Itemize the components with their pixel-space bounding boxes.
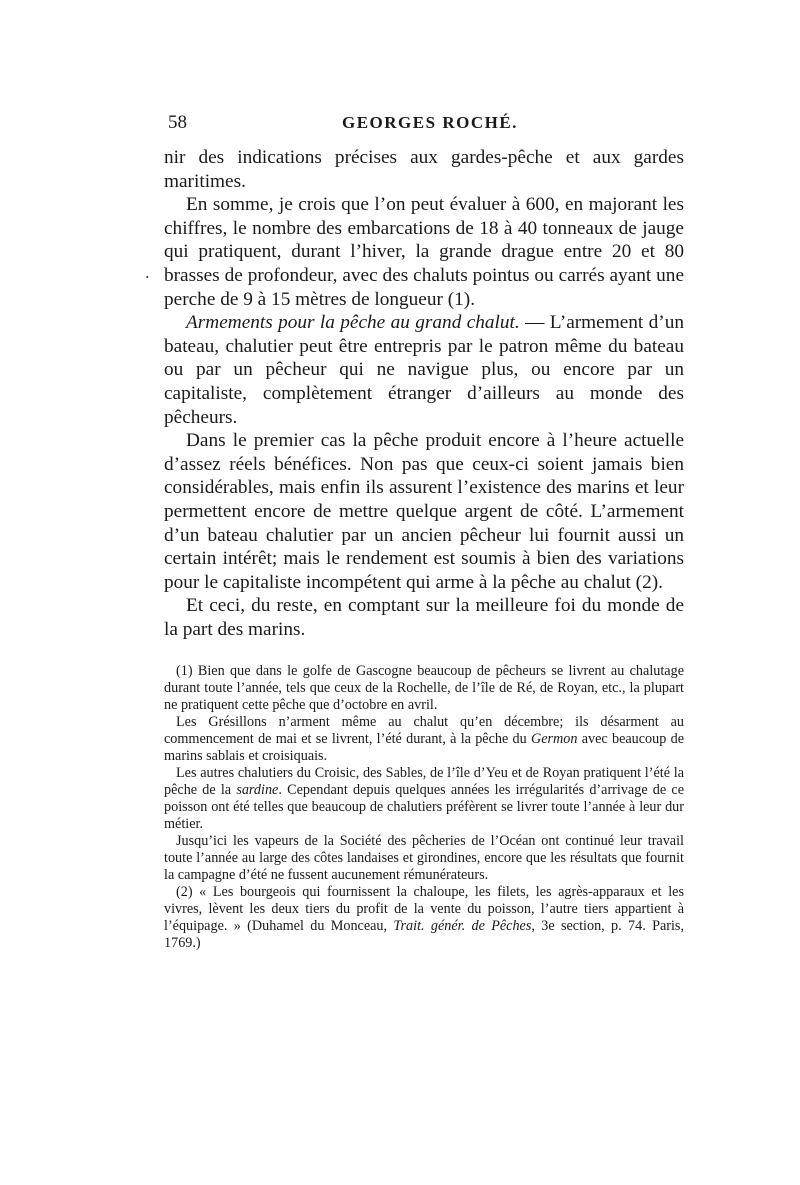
stray-mark: . bbox=[145, 262, 150, 282]
body-text bbox=[164, 146, 684, 641]
footnote-1: (1) Bien que dans le golfe de Gascogne beaucoup de pêcheurs se livrent au chalutage durant toute l’année, tels que ceux de la Rochelle, de l’île de Ré, de Royan, etc., la plupart ne pratiquent cette pêche que d’octobre en avril. bbox=[164, 663, 684, 714]
section-heading: Armements pour la pêche au grand chalut. bbox=[186, 312, 520, 334]
paragraph-5: Et ceci, du reste, en comptant sur la meilleure foi du monde de la part des marins. bbox=[164, 595, 684, 640]
footnote-italic: Trait. génér. de Pêches bbox=[393, 918, 532, 935]
paragraph-4: Dans le premier cas la pêche produit encore à l’heure actuelle d’assez réels bénéfices. Non pas que ceux-ci soient jamais bien considérables, mais enfin ils assurent l’existence des marins et leur permettent encore de mettre quelque argent de côté. L’armement d’un bateau chalutier par un ancien pêcheur lui fournit aussi un certain intérêt; mais le rendement est soumis à bien des variations pour le capitaliste incompétent qui arme à la pêche au chalut (2). bbox=[164, 430, 684, 593]
page-number: 58 bbox=[168, 112, 187, 133]
footnote-italic: sardine bbox=[236, 782, 279, 799]
footnote-text: , 3e section, p. 74. Paris, 1769.) bbox=[164, 918, 684, 952]
paragraph-2: En somme, je crois que l’on peut évaluer à 600, en majorant les chiffres, le nombre des embarcations de 18 à 40 tonneaux de jauge qui pratiquent, durant l’hiver, la grande drague entre 20 et 80 brasses de profondeur, avec des chaluts pointus ou carrés ayant une perche de 9 à 15 mètres de longueur (1). bbox=[164, 194, 684, 310]
footnote-1-para-4: Jusqu’ici les vapeurs de la Société des pêcheries de l’Océan ont continué leur travail toute l’année au large des côtes landaises et girondines, encore que les résultats que fournit la campagne d’été ne fussent aucunement rémunérateurs. bbox=[164, 833, 684, 884]
footnote-1-para-3 bbox=[164, 765, 684, 833]
footnote-italic: Germon bbox=[530, 731, 578, 748]
footnote-text: avec beaucoup de marins sablais et croisiquais. bbox=[164, 731, 684, 765]
book-page bbox=[164, 112, 684, 952]
footnote-text: (2) « Les bourgeois qui fournissent la chaloupe, les filets, les agrès-apparaux et les vivres, lèvent les deux tiers du profit de la vente du poisson, l’autre tiers appartient à l’équipage. » (Duhamel du Monceau, bbox=[164, 884, 684, 935]
footnote-2 bbox=[164, 884, 684, 952]
paragraph-3 bbox=[164, 311, 684, 429]
paragraph-1: nir des indications précises aux gardes-pêche et aux gardes maritimes. bbox=[164, 147, 684, 192]
paragraph-3-text: — L’armement d’un bateau, chalutier peut être entrepris par le patron même du bateau ou par un pêcheur qui ne navigue plus, ou encore par un capitaliste, complètement étranger d’ailleurs au monde des pêcheurs. bbox=[164, 312, 684, 428]
footnote-1-para-2 bbox=[164, 714, 684, 765]
footnote-text: Les Grésillons n’arment même au chalut qu’en décembre; ils désarment au commencement de mai et se livrent, l’été durant, à la pêche du bbox=[164, 714, 684, 748]
footnotes bbox=[164, 663, 684, 952]
footnote-text: . Cependant depuis quelques années les irrégularités d’arrivage de ce poisson ont été telles que beaucoup de chalutiers préfèrent se livrer toute l’année à leur dur métier. bbox=[164, 782, 684, 833]
footnote-text: Les autres chalutiers du Croisic, des Sables, de l’île d’Yeu et de Royan pratiquent l’été la pêche de la bbox=[164, 765, 684, 799]
page-header bbox=[164, 112, 684, 138]
running-head: GEORGES ROCHÉ. bbox=[342, 113, 518, 132]
